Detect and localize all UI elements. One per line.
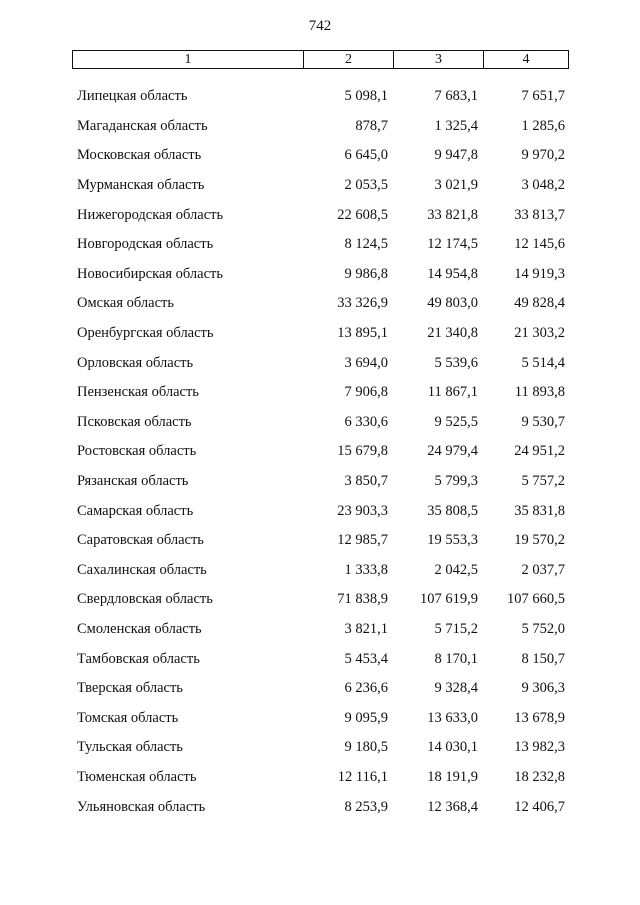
- table-row: [72, 526, 569, 556]
- table-row: [72, 230, 569, 260]
- table-row: [72, 171, 569, 201]
- value-column-4: 107 660,5: [507, 591, 565, 608]
- value-column-4: 13 982,3: [514, 739, 565, 756]
- region-name: Свердловская область: [77, 591, 213, 608]
- value-column-4: 1 285,6: [521, 117, 565, 134]
- table-row: [72, 556, 569, 586]
- value-column-4: 13 678,9: [514, 709, 565, 726]
- region-name: Липецкая область: [77, 88, 188, 105]
- region-name: Псковская область: [77, 413, 192, 430]
- table-row: [72, 260, 569, 290]
- table-row: [72, 644, 569, 674]
- table-row: [72, 82, 569, 112]
- value-column-2: 9 095,9: [344, 709, 388, 726]
- value-column-2: 15 679,8: [337, 443, 388, 460]
- region-name: Новосибирская область: [77, 265, 223, 282]
- value-column-2: 3 821,1: [344, 620, 388, 637]
- region-name: Магаданская область: [77, 117, 208, 134]
- value-column-4: 8 150,7: [521, 650, 565, 667]
- value-column-4: 14 919,3: [514, 265, 565, 282]
- table-row: [72, 319, 569, 349]
- value-column-2: 71 838,9: [337, 591, 388, 608]
- value-column-2: 3 850,7: [344, 473, 388, 490]
- value-column-2: 7 906,8: [344, 384, 388, 401]
- value-column-3: 13 633,0: [427, 709, 478, 726]
- value-column-2: 2 053,5: [344, 177, 388, 194]
- value-column-2: 9 986,8: [344, 265, 388, 282]
- value-column-2: 1 333,8: [344, 561, 388, 578]
- value-column-2: 8 253,9: [344, 798, 388, 815]
- table-body: [72, 82, 569, 822]
- value-column-4: 12 145,6: [514, 236, 565, 253]
- value-column-3: 12 174,5: [427, 236, 478, 253]
- value-column-3: 49 803,0: [427, 295, 478, 312]
- value-column-3: 107 619,9: [420, 591, 478, 608]
- value-column-3: 5 799,3: [434, 473, 478, 490]
- value-column-4: 33 813,7: [514, 206, 565, 223]
- value-column-3: 5 715,2: [434, 620, 478, 637]
- region-name: Новгородская область: [77, 236, 214, 253]
- value-column-3: 21 340,8: [427, 325, 478, 342]
- value-column-4: 5 757,2: [521, 473, 565, 490]
- value-column-2: 22 608,5: [337, 206, 388, 223]
- table-row: [72, 792, 569, 822]
- value-column-3: 8 170,1: [434, 650, 478, 667]
- table-header: [72, 50, 569, 69]
- value-column-3: 7 683,1: [434, 88, 478, 105]
- table-row: [72, 437, 569, 467]
- table-row: [72, 408, 569, 438]
- value-column-2: 33 326,9: [337, 295, 388, 312]
- value-column-3: 14 954,8: [427, 265, 478, 282]
- value-column-3: 18 191,9: [427, 768, 478, 785]
- value-column-4: 18 232,8: [514, 768, 565, 785]
- value-column-2: 3 694,0: [344, 354, 388, 371]
- region-name: Тульская область: [77, 739, 183, 756]
- region-name: Ульяновская область: [77, 798, 206, 815]
- region-name: Тамбовская область: [77, 650, 200, 667]
- value-column-4: 21 303,2: [514, 325, 565, 342]
- table-row: [72, 496, 569, 526]
- region-name: Смоленская область: [77, 620, 202, 637]
- value-column-4: 5 752,0: [521, 620, 565, 637]
- table-row: [72, 674, 569, 704]
- table-row: [72, 467, 569, 497]
- value-column-4: 24 951,2: [514, 443, 565, 460]
- value-column-3: 14 030,1: [427, 739, 478, 756]
- value-column-3: 9 525,5: [434, 413, 478, 430]
- value-column-2: 12 985,7: [337, 532, 388, 549]
- region-name: Саратовская область: [77, 532, 204, 549]
- table-row: [72, 703, 569, 733]
- value-column-4: 3 048,2: [521, 177, 565, 194]
- value-column-2: 6 645,0: [344, 147, 388, 164]
- value-column-3: 33 821,8: [427, 206, 478, 223]
- region-name: Мурманская область: [77, 177, 205, 194]
- table-row: [72, 289, 569, 319]
- table-row: [72, 112, 569, 142]
- region-name: Московская область: [77, 147, 202, 164]
- column-header-4: 4: [483, 51, 568, 68]
- table-row: [72, 733, 569, 763]
- value-column-3: 2 042,5: [434, 561, 478, 578]
- value-column-3: 11 867,1: [427, 384, 478, 401]
- value-column-2: 5 098,1: [344, 88, 388, 105]
- region-name: Самарская область: [77, 502, 194, 519]
- region-name: Орловская область: [77, 354, 194, 371]
- region-name: Нижегородская область: [77, 206, 224, 223]
- value-column-3: 5 539,6: [434, 354, 478, 371]
- region-name: Сахалинская область: [77, 561, 207, 578]
- value-column-2: 878,7: [355, 117, 388, 134]
- value-column-2: 23 903,3: [337, 502, 388, 519]
- region-name: Ростовская область: [77, 443, 197, 460]
- region-name: Оренбургская область: [77, 325, 214, 342]
- column-header-2: 2: [303, 51, 393, 68]
- page-number: 742: [308, 18, 332, 34]
- value-column-3: 35 808,5: [427, 502, 478, 519]
- value-column-4: 9 530,7: [521, 413, 565, 430]
- value-column-4: 12 406,7: [514, 798, 565, 815]
- value-column-2: 8 124,5: [344, 236, 388, 253]
- value-column-3: 3 021,9: [434, 177, 478, 194]
- value-column-2: 12 116,1: [337, 768, 388, 785]
- region-name: Пензенская область: [77, 384, 199, 401]
- value-column-2: 13 895,1: [337, 325, 388, 342]
- value-column-3: 1 325,4: [434, 117, 478, 134]
- region-name: Тверская область: [77, 680, 183, 697]
- column-header-1: 1: [184, 51, 192, 67]
- value-column-2: 6 330,6: [344, 413, 388, 430]
- table-row: [72, 615, 569, 645]
- column-header-3: 3: [393, 51, 483, 68]
- value-column-4: 11 893,8: [514, 384, 565, 401]
- table-row: [72, 378, 569, 408]
- value-column-3: 24 979,4: [427, 443, 478, 460]
- value-column-4: 19 570,2: [514, 532, 565, 549]
- value-column-3: 9 328,4: [434, 680, 478, 697]
- region-name: Томская область: [77, 709, 179, 726]
- value-column-3: 12 368,4: [427, 798, 478, 815]
- table-row: [72, 141, 569, 171]
- table-row: [72, 585, 569, 615]
- value-column-3: 19 553,3: [427, 532, 478, 549]
- table-row: [72, 348, 569, 378]
- value-column-4: 9 970,2: [521, 147, 565, 164]
- value-column-2: 6 236,6: [344, 680, 388, 697]
- value-column-3: 9 947,8: [434, 147, 478, 164]
- region-name: Рязанская область: [77, 473, 189, 490]
- value-column-4: 5 514,4: [521, 354, 565, 371]
- value-column-4: 7 651,7: [521, 88, 565, 105]
- value-column-4: 9 306,3: [521, 680, 565, 697]
- value-column-4: 35 831,8: [514, 502, 565, 519]
- table-row: [72, 200, 569, 230]
- region-name: Тюменская область: [77, 768, 197, 785]
- value-column-4: 49 828,4: [514, 295, 565, 312]
- region-name: Омская область: [77, 295, 174, 312]
- value-column-2: 9 180,5: [344, 739, 388, 756]
- value-column-4: 2 037,7: [521, 561, 565, 578]
- value-column-2: 5 453,4: [344, 650, 388, 667]
- table-row: [72, 763, 569, 793]
